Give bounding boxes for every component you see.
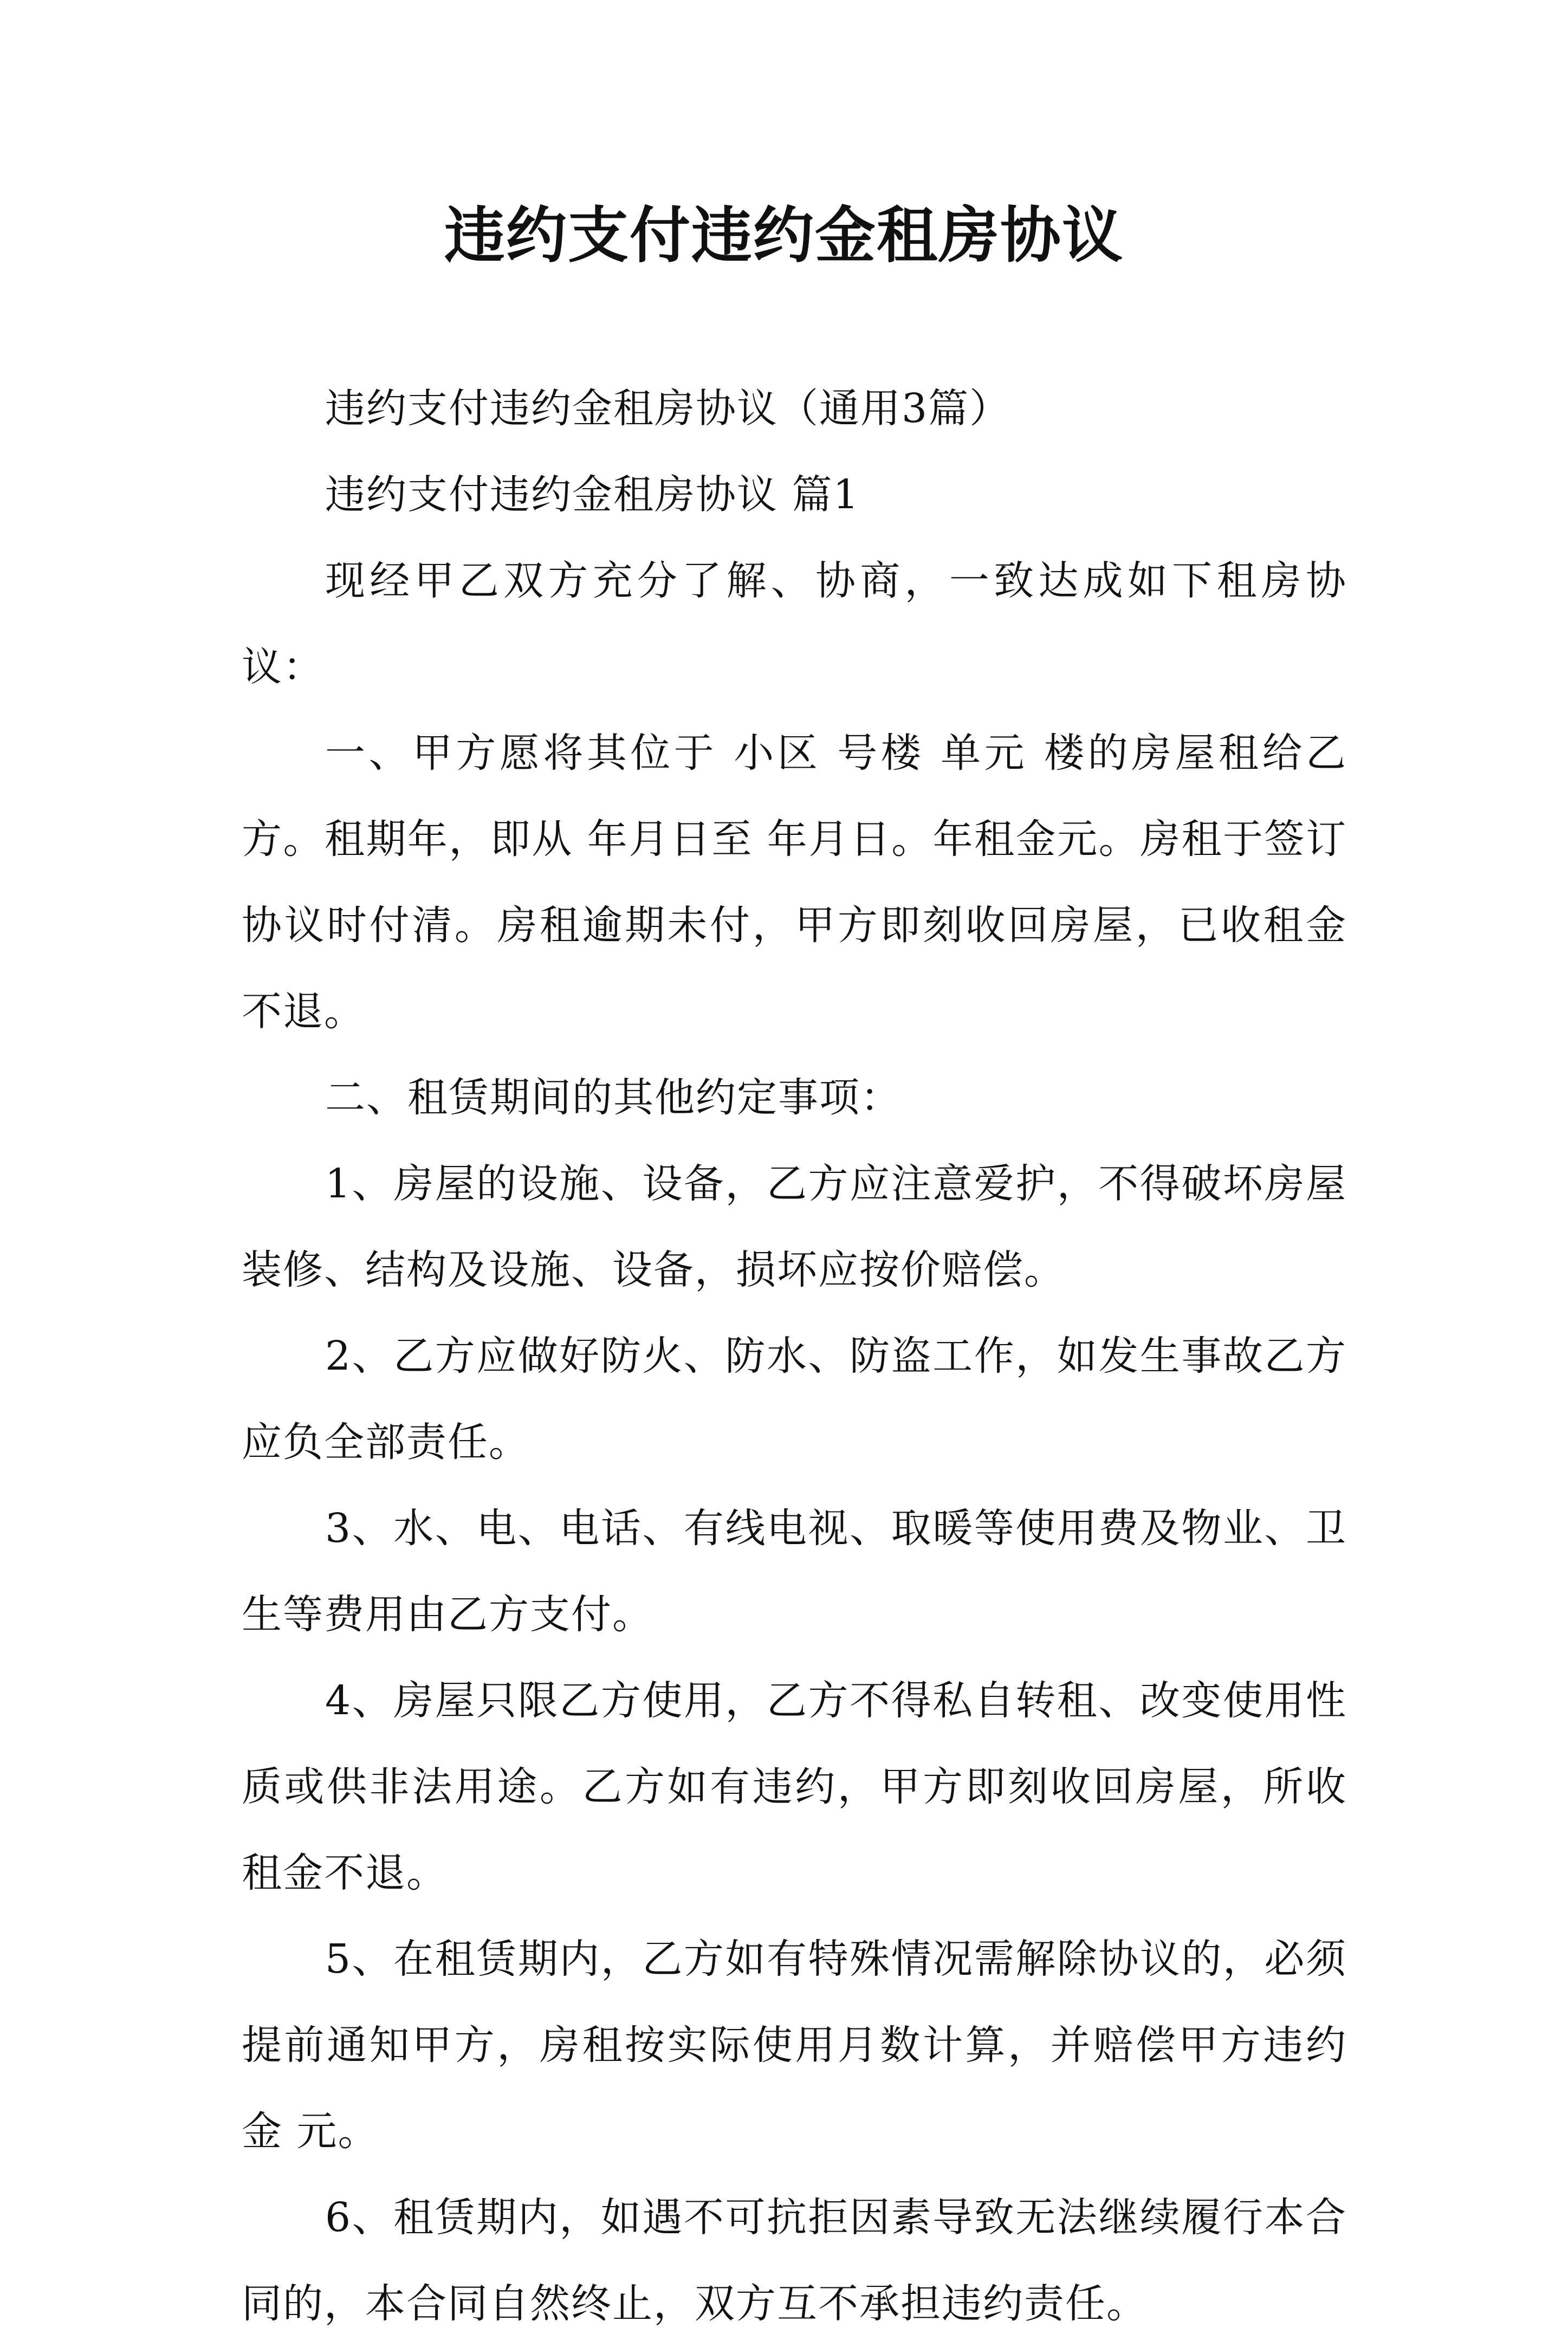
paragraph-section-heading: 违约支付违约金租房协议 篇1 xyxy=(325,471,860,518)
paragraph-clause-2-heading: 二、租赁期间的其他约定事项： xyxy=(325,1074,902,1121)
paragraph-intro: 现经甲乙双方充分了解、协商，一致达成如下租房协议： xyxy=(242,557,1347,690)
paragraph-item-6: 6、租赁期内，如遇不可抗拒因素导致无法继续履行本合同的，本合同自然终止，双方互不承担违约责任。 xyxy=(242,2194,1347,2327)
document-title: 违约支付违约金租房协议 xyxy=(444,200,1124,271)
paragraph-item-1: 1、房屋的设施、设备，乙方应注意爱护，不得破坏房屋装修、结构及设施、设备，损坏应按价赔偿。 xyxy=(242,1160,1347,1293)
paragraph-clause-1: 一、甲方愿将其位于 小区 号楼 单元 楼的房屋租给乙方。租期年，即从 年月日至 年月日。年租金元。房租于签订协议时付清。房租逾期未付，甲方即刻收回房屋，已收租金不退。 xyxy=(242,730,1347,1035)
paragraph-subtitle: 违约支付违约金租房协议（通用3篇） xyxy=(325,385,1011,432)
paragraph-item-2: 2、乙方应做好防火、防水、防盗工作，如发生事故乙方应负全部责任。 xyxy=(242,1333,1347,1466)
paragraph-item-3: 3、水、电、电话、有线电视、取暖等使用费及物业、卫生等费用由乙方支付。 xyxy=(242,1505,1347,1638)
document-body xyxy=(242,366,1347,2347)
paragraph-item-5: 5、在租赁期内，乙方如有特殊情况需解除协议的，必须提前通知甲方，房租按实际使用月数计算，并赔偿甲方违约金 元。 xyxy=(242,1936,1347,2155)
paragraph-item-4: 4、房屋只限乙方使用，乙方不得私自转租、改变使用性质或供非法用途。乙方如有违约，甲方即刻收回房屋，所收租金不退。 xyxy=(242,1677,1347,1896)
